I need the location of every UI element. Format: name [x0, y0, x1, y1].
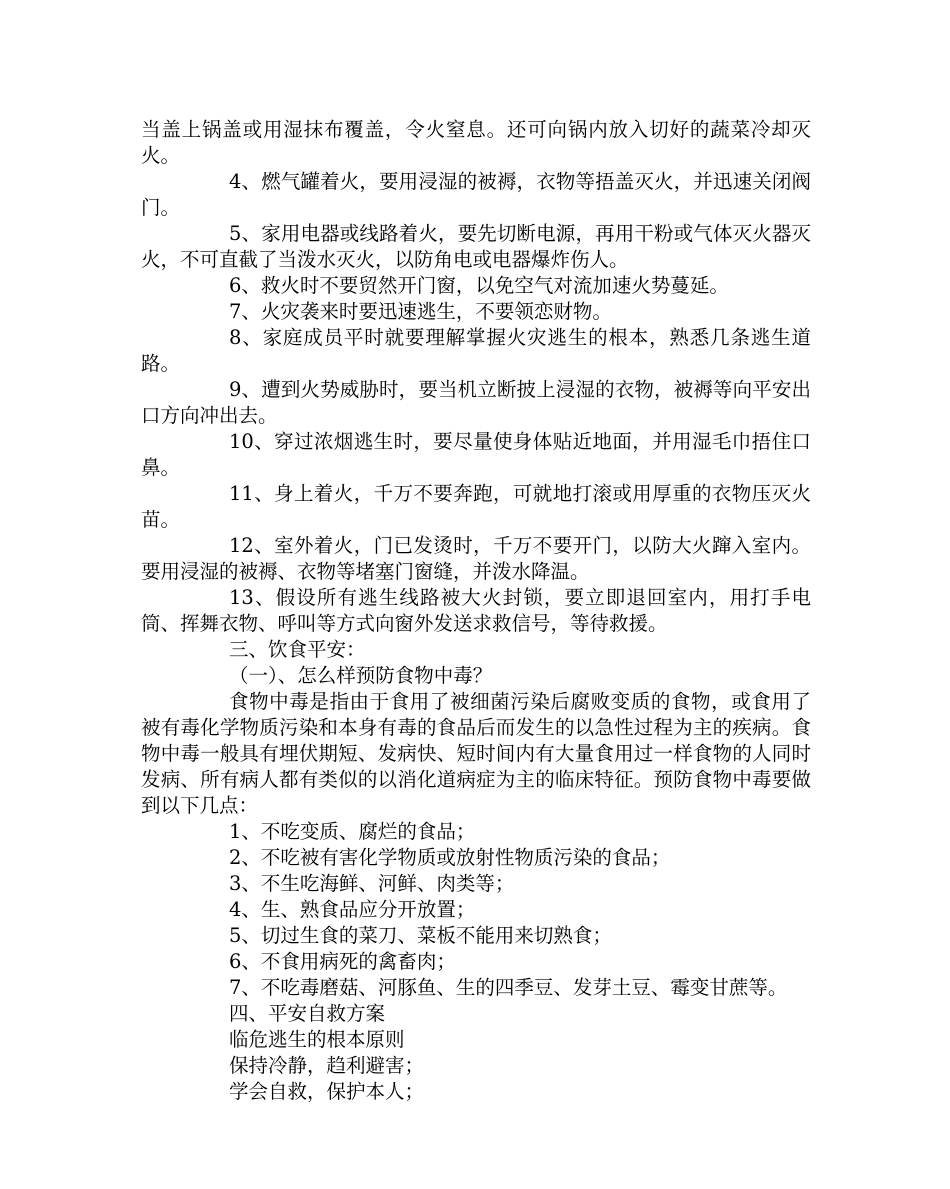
list-item: 13、假设所有逃生线路被大火封锁，要立即退回室内，用打手电筒、挥舞衣物、呼叫等方式向窗外发送求救信号，等待救援。 [141, 586, 811, 635]
paragraph: 保持冷静，趋利避害； [229, 1054, 425, 1077]
list-item: 5、家用电器或线路着火，要先切断电源，再用干粉或气体灭火器灭火，不可直截了当泼水灭火，以防角电或电器爆炸伤人。 [141, 222, 811, 271]
list-item: 8、家庭成员平时就要理解掌握火灾逃生的根本，熟悉几条逃生道路。 [141, 326, 811, 375]
paragraph: 学会自救，保护本人； [229, 1080, 425, 1103]
list-item: 4、燃气罐着火，要用浸湿的被褥，衣物等捂盖灭火，并迅速关闭阀门。 [141, 170, 811, 219]
list-item: 11、身上着火，千万不要奔跑，可就地打滚或用厚重的衣物压灭火苗。 [141, 482, 811, 531]
list-item: 4、生、熟食品应分开放置； [229, 898, 476, 921]
subsection-heading: （一）、怎么样预防食物中毒？ [229, 664, 493, 687]
list-item: 1、不吃变质、腐烂的食品； [229, 820, 476, 843]
paragraph: 当盖上锅盖或用湿抹布覆盖，令火窒息。还可向锅内放入切好的蔬菜冷却灭火。 [141, 118, 811, 167]
list-item: 9、遭到火势威胁时，要当机立断披上浸湿的衣物，被褥等向平安出口方向冲出去。 [141, 378, 811, 427]
list-item: 3、不生吃海鲜、河鲜、肉类等； [229, 872, 515, 895]
subsection-heading: 临危逃生的根本原则 [229, 1028, 405, 1051]
list-item: 7、火灾袭来时要迅速逃生，不要领恋财物。 [229, 300, 612, 323]
list-item: 6、不食用病死的禽畜肉； [229, 950, 456, 973]
document-page [141, 117, 811, 1105]
list-item: 5、切过生食的菜刀、菜板不能用来切熟食； [229, 924, 612, 947]
section-heading: 四、平安自救方案 [229, 1002, 386, 1025]
paragraph: 食物中毒是指由于食用了被细菌污染后腐败变质的食物，或食用了被有毒化学物质污染和本身有毒的食品后而发生的以急性过程为主的疾病。食物中毒一般具有埋伏期短、发病快、短时间内有大量食用过一样食物的人同时发病、所有病人都有类似的以消化道病症为主的临床特征。预防食物中毒要做到以下几点： [141, 690, 811, 817]
list-item: 12、室外着火，门已发烫时，千万不要开门，以防大火蹿入室内。要用浸湿的被褥、衣物等堵塞门窗缝，并泼水降温。 [141, 534, 811, 583]
list-item: 2、不吃被有害化学物质或放射性物质污染的食品； [229, 846, 671, 869]
list-item: 6、救火时不要贸然开门窗，以免空气对流加速火势蔓延。 [229, 274, 729, 297]
section-heading: 三、饮食平安： [229, 638, 366, 661]
list-item: 10、穿过浓烟逃生时，要尽量使身体贴近地面，并用湿毛巾捂住口鼻。 [141, 430, 811, 479]
list-item: 7、不吃毒磨菇、河豚鱼、生的四季豆、发芽土豆、霉变甘蔗等。 [229, 976, 788, 999]
